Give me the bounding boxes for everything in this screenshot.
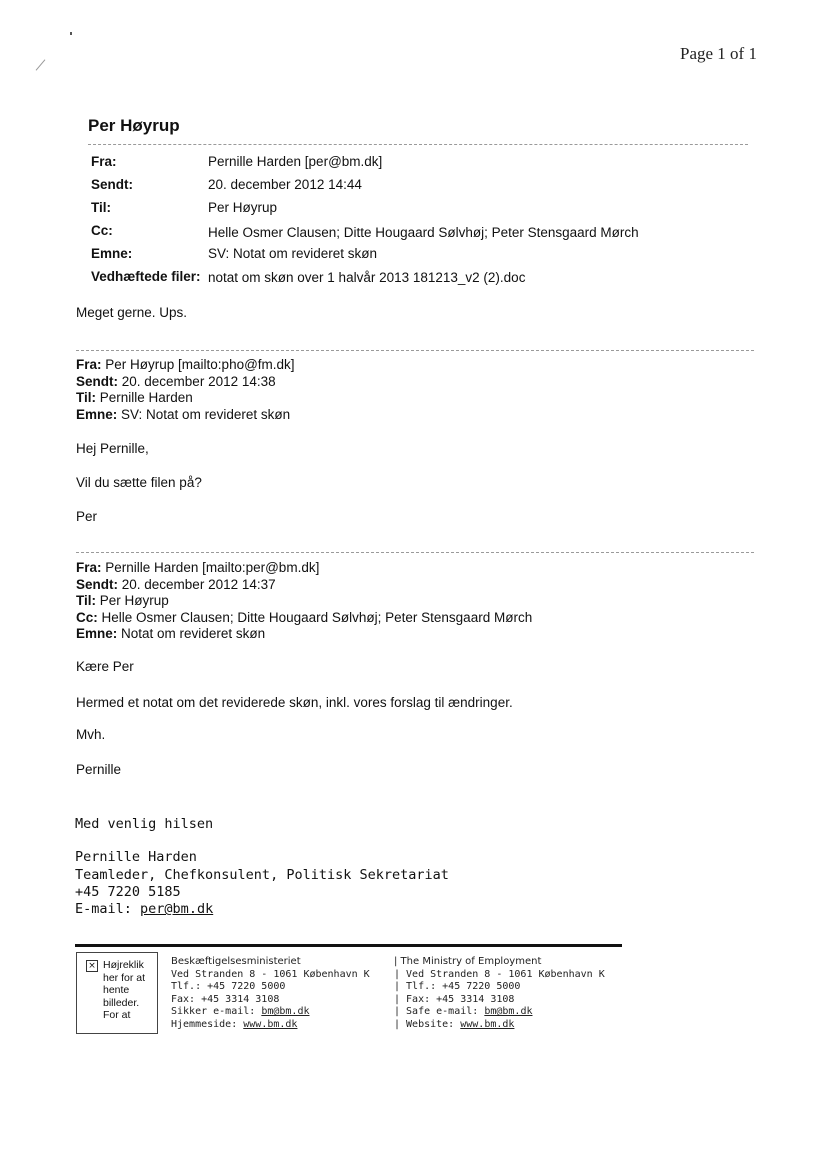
q1-to-label: Til: (76, 390, 96, 405)
q1-body-line: Hej Pernille, (76, 441, 149, 456)
signature-greeting: Med venlig hilsen (75, 816, 214, 832)
header-subject-label: Emne: (91, 246, 133, 261)
q2-body-line: Hermed et notat om det reviderede skøn, inkl. vores forslag til ændringer. (76, 695, 513, 710)
header-cc-label: Cc: (91, 223, 113, 238)
q1-subject-label: Emne: (76, 407, 118, 422)
header-sent-value: 20. december 2012 14:44 (208, 177, 362, 192)
reply-text: Meget gerne. Ups. (76, 305, 188, 320)
footer-secure-email-link-da[interactable]: bm@bm.dk (261, 1006, 310, 1018)
q1-body-line: Vil du sætte filen på? (76, 475, 202, 490)
divider (76, 552, 754, 553)
footer-org-en: | The Ministry of Employment (394, 956, 542, 967)
page-number: Page 1 of 1 (680, 44, 757, 63)
footer-secure-email-link-en[interactable]: bm@bm.dk (484, 1006, 533, 1018)
q2-cc-label: Cc: (76, 610, 98, 625)
image-placeholder[interactable] (76, 952, 158, 1034)
signature-email-label: E-mail: (75, 901, 132, 917)
footer-phone-da: Tlf.: +45 7220 5000 (171, 981, 286, 993)
q1-to-value: Pernille Harden (99, 390, 193, 405)
footer-address-en: | Ved Stranden 8 - 1061 København K (394, 968, 605, 980)
scan-speck (70, 32, 72, 35)
header-from-value: Pernille Harden [per@bm.dk] (208, 154, 383, 169)
q1-from-value: Per Høyrup [mailto:pho@fm.dk] (105, 357, 295, 372)
signature-name: Pernille Harden (75, 849, 197, 865)
divider (88, 144, 748, 145)
scan-speck (36, 59, 46, 70)
footer-danish (171, 956, 370, 1032)
footer-org-da: Beskæftigelsesministeriet (171, 956, 301, 967)
footer-fax-da: Fax: +45 3314 3108 (171, 993, 280, 1005)
header-from-label: Fra: (91, 154, 117, 169)
footer-secure-email-label-da: Sikker e-mail: (171, 1006, 256, 1018)
q1-sent-label: Sendt: (76, 374, 118, 389)
attachment-link[interactable]: notat om skøn over 1 halvår 2013 181213_v2 (2).doc (208, 270, 526, 285)
q2-subject-value: Notat om revideret skøn (121, 626, 266, 641)
signature-title: Teamleder, Chefkonsulent, Politisk Sekretariat (75, 867, 449, 883)
divider (76, 350, 754, 351)
q1-sent-value: 20. december 2012 14:38 (121, 374, 276, 389)
q2-cc-value: Helle Osmer Clausen; Ditte Hougaard Sølvhøj; Peter Stensgaard Mørch (101, 610, 533, 625)
footer-website-label-da: Hjemmeside: (171, 1018, 238, 1030)
signature-phone: +45 7220 5185 (75, 884, 181, 900)
broken-image-icon: × (86, 960, 98, 972)
q1-subject-value: SV: Notat om revideret skøn (121, 407, 291, 422)
header-subject-value: SV: Notat om revideret skøn (208, 246, 378, 261)
signature-email-link[interactable]: per@bm.dk (140, 901, 214, 917)
footer-website-link-en[interactable]: www.bm.dk (460, 1018, 515, 1030)
q2-body-line: Mvh. (76, 727, 106, 742)
header-attachments-label: Vedhæftede filer: (91, 269, 201, 284)
q2-sent-label: Sendt: (76, 577, 118, 592)
footer-divider (75, 944, 622, 947)
q2-to-label: Til: (76, 593, 96, 608)
image-placeholder-text: Højreklik her for at hente billeder. For at (103, 959, 146, 1021)
q2-body-line: Pernille (76, 762, 122, 777)
header-sent-label: Sendt: (91, 177, 133, 192)
q2-to-value: Per Høyrup (99, 593, 169, 608)
footer-phone-en: | Tlf.: +45 7220 5000 (394, 981, 521, 993)
footer-website-label-en: | Website: (394, 1018, 455, 1030)
q2-from-value: Pernille Harden [mailto:per@bm.dk] (105, 560, 320, 575)
footer-english (394, 956, 605, 1032)
q2-sent-value: 20. december 2012 14:37 (121, 577, 276, 592)
footer-fax-en: | Fax: +45 3314 3108 (394, 993, 515, 1005)
q1-from-label: Fra: (76, 357, 102, 372)
q2-from-label: Fra: (76, 560, 102, 575)
q1-body-line: Per (76, 509, 98, 524)
q2-body-line: Kære Per (76, 659, 134, 674)
footer-website-link-da[interactable]: www.bm.dk (243, 1018, 298, 1030)
q2-subject-label: Emne: (76, 626, 118, 641)
footer-secure-email-label-en: | Safe e-mail: (394, 1006, 479, 1018)
footer-address-da: Ved Stranden 8 - 1061 København K (171, 968, 370, 980)
header-to-label: Til: (91, 200, 111, 215)
header-cc-value: Helle Osmer Clausen; Ditte Hougaard Sølvhøj; Peter Stensgaard Mørch (208, 225, 639, 240)
header-to-value: Per Høyrup (208, 200, 278, 215)
mailbox-owner: Per Høyrup (88, 116, 180, 135)
